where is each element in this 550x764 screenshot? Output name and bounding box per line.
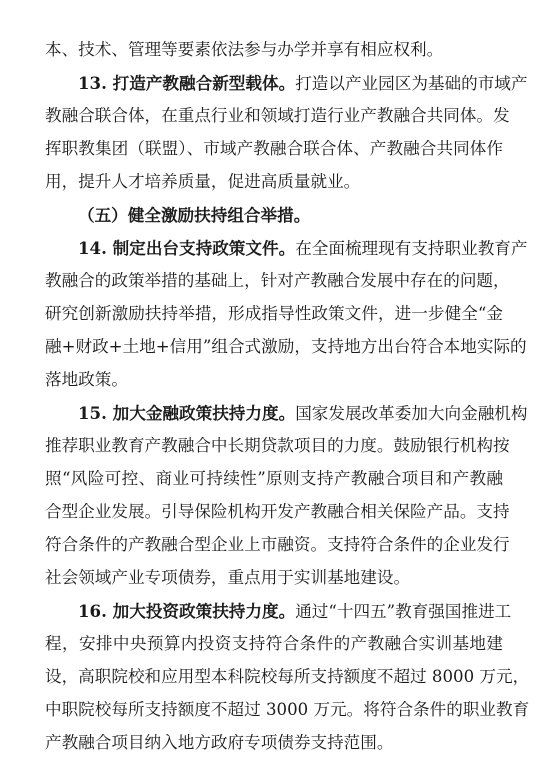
text-line xyxy=(45,104,510,128)
paragraph-text: 中职院校每所支持额度不超过 3000 万元。将符合条件的职业教育 xyxy=(45,700,530,719)
paragraph-heading: 13. 打造产教融合新型载体。 xyxy=(78,73,296,93)
text-line xyxy=(45,533,510,557)
paragraph-text: 通过“十四五”教育强国推进工 xyxy=(295,602,512,621)
paragraph-text: 落地政策。 xyxy=(45,370,128,389)
paragraph-text: 教融合联合体，在重点行业和领域打造行业产教融合共同体。发 xyxy=(45,106,510,125)
paragraph-text: 教融合的政策举措的基础上，针对产教融合发展中存在的问题， xyxy=(45,271,510,290)
text-line xyxy=(78,401,528,426)
text-line xyxy=(45,500,510,524)
paragraph-text: 在全面梳理现有支持职业教育产 xyxy=(295,239,528,258)
text-line xyxy=(45,632,503,656)
text-line xyxy=(78,203,503,228)
paragraph-text: 产教融合项目纳入地方政府专项债券支持范围。 xyxy=(45,733,394,752)
paragraph-text: 设，高职院校和应用型本科院校每所支持额度不超过 8000 万元， xyxy=(45,667,530,686)
paragraph-text: 本、技术、管理等要素依法参与办学并享有相应权利。 xyxy=(45,40,444,59)
paragraph-text: 融+财政+土地+信用”组合式激励，支持地方出台符合本地实际的 xyxy=(45,337,527,356)
paragraph-text: 打造以产业园区为基础的市域产 xyxy=(295,74,528,93)
text-line xyxy=(45,269,510,293)
paragraph-heading: 15. 加大金融政策扶持力度。 xyxy=(78,403,296,423)
text-line xyxy=(78,599,512,624)
text-line xyxy=(45,731,503,755)
paragraph-heading: 16. 加大投资政策扶持力度。 xyxy=(78,601,296,621)
text-line xyxy=(45,698,530,722)
text-line xyxy=(45,302,503,326)
text-line xyxy=(45,434,510,458)
paragraph-text: 合型企业发展。引导保险机构开发产教融合相关保险产品。支持 xyxy=(45,502,510,521)
text-line xyxy=(45,137,503,161)
paragraph-text: 国家发展改革委加大向金融机构 xyxy=(295,404,528,423)
text-line xyxy=(45,368,503,392)
paragraph-heading: 14. 制定出台支持政策文件。 xyxy=(78,238,296,258)
text-line xyxy=(45,467,503,491)
section-heading: （五）健全激励扶持组合举措。 xyxy=(78,205,311,225)
paragraph-text: 程，安排中央预算内投资支持符合条件的产教融合实训基地建 xyxy=(45,634,503,653)
text-line xyxy=(45,170,503,194)
paragraph-text: 社会领域产业专项债券，重点用于实训基地建设。 xyxy=(45,568,411,587)
paragraph-text: 照“风险可控、商业可持续性”原则支持产教融合项目和产教融 xyxy=(45,469,503,488)
paragraph-text: 用，提升人才培养质量，促进高质量就业。 xyxy=(45,172,361,191)
text-line xyxy=(45,335,527,359)
text-line xyxy=(45,566,503,590)
paragraph-text: 研究创新激励扶持举措，形成指导性政策文件，进一步健全“金 xyxy=(45,304,503,323)
paragraph-text: 推荐职业教育产教融合中长期贷款项目的力度。鼓励银行机构按 xyxy=(45,436,510,455)
paragraph-text: 挥职教集团（联盟）、市域产教融合联合体、产教融合共同体作 xyxy=(45,139,503,158)
text-line xyxy=(45,38,503,62)
text-line xyxy=(78,236,528,261)
text-line xyxy=(78,71,528,96)
text-line xyxy=(45,665,530,689)
paragraph-text: 符合条件的产教融合型企业上市融资。支持符合条件的企业发行 xyxy=(45,535,510,554)
